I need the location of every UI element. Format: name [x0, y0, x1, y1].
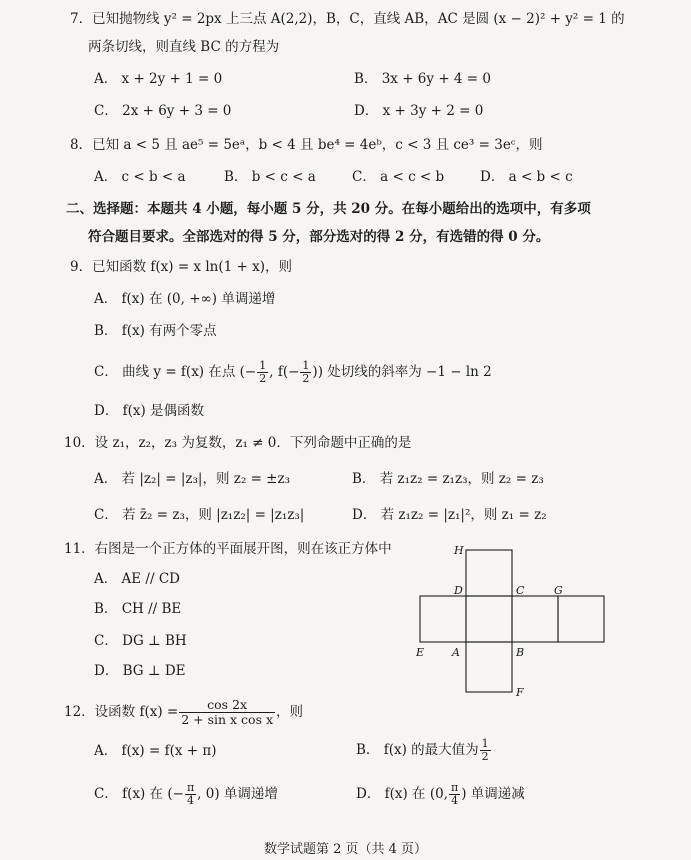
q11-stem: 11．右图是一个正方体的平面展开图，则在该正方体中 [64, 541, 392, 557]
net-square-center [466, 596, 512, 642]
q12-option-c [94, 782, 278, 807]
q8-option-c: C． a < c < b [352, 169, 445, 185]
q10-option-a: A． 若 |z₂| = |z₃|，则 z₂ = ±z₃ [94, 471, 291, 487]
fraction-denominator: 4 [187, 794, 195, 807]
q7-option-b: B． 3x + 6y + 4 = 0 [354, 71, 491, 87]
q10-option-d: D． 若 z₁z₂ = |z₁|²，则 z₁ = z₂ [352, 507, 547, 523]
q12-option-b [356, 738, 492, 763]
q10-option-b: B． 若 z₁z₂ = z₁z₃，则 z₂ = z₃ [352, 471, 544, 487]
label-a: A [452, 646, 460, 659]
label-g: G [554, 584, 563, 597]
q9-option-a: A． f(x) 在 (0, +∞) 单调递增 [94, 291, 276, 307]
page-footer: 数学试题第 2 页（共 4 页） [263, 842, 428, 857]
q12-option-d-post: ) 单调递减 [461, 786, 525, 802]
label-f: F [516, 686, 524, 699]
label-e: E [416, 646, 425, 659]
label-h: H [454, 544, 464, 557]
fraction-numerator: 1 [302, 359, 310, 372]
q7-option-c: C． 2x + 6y + 3 = 0 [94, 103, 232, 119]
q10-stem: 10．设 z₁，z₂，z₃ 为复数，z₁ ≠ 0．下列命题中正确的是 [64, 435, 412, 451]
net-square-top [466, 550, 512, 596]
net-square-bottom [466, 642, 512, 692]
q9-option-c-post: )) 处切线的斜率为 −1 − ln 2 [312, 364, 492, 380]
q10-option-c: C． 若 z̄₂ = z₃，则 |z₁z₂| = |z₁z₃| [94, 507, 305, 523]
q9-option-c-fraction2 [300, 360, 311, 385]
q12-option-d [356, 782, 525, 807]
q12-option-d-fraction [449, 782, 460, 807]
q7-stem-line2: 两条切线，则直线 BC 的方程为 [88, 39, 280, 55]
q12-option-d-pre: D． f(x) 在 (0, [356, 786, 448, 802]
q12-option-b-fraction [480, 738, 491, 763]
net-square-right [512, 596, 558, 642]
fraction-numerator: π [186, 781, 195, 794]
q12-stem-pre: 12．设函数 f(x) = [64, 704, 179, 720]
q11-option-a: A． AE // CD [94, 571, 180, 587]
q12-option-c-post: , 0) 单调递增 [197, 786, 278, 802]
q12-stem-fraction [179, 698, 275, 727]
q9-option-c-pre: C． 曲线 y = f(x) 在点 (− [94, 364, 257, 380]
section2-line2: 符合题目要求。全部选对的得 5 分，部分选对的得 2 分，有选错的得 0 分。 [88, 229, 550, 245]
q8-option-b: B． b < c < a [224, 169, 316, 185]
q8-stem: 8．已知 a < 5 且 ae⁵ = 5eᵃ，b < 4 且 be⁴ = 4eᵇ，c < 3 且 ce³ = 3eᶜ，则 [70, 137, 543, 153]
q12-option-c-fraction [185, 782, 196, 807]
q9-option-c-fraction1 [257, 360, 268, 385]
section2-line1: 二、选择题：本题共 4 小题，每小题 5 分，共 20 分。在每小题给出的选项中，有多项 [66, 201, 591, 217]
net-square-far-right [558, 596, 604, 642]
fraction-denominator: 2 [481, 750, 489, 763]
fraction-numerator: cos 2x [179, 698, 275, 713]
q9-stem: 9．已知函数 f(x) = x ln(1 + x)，则 [70, 259, 292, 275]
net-square-left [420, 596, 466, 642]
q7-stem-line1: 7．已知抛物线 y² = 2px 上三点 A(2,2)，B，C，直线 AB，AC 是圆 (x − 2)² + y² = 1 的 [70, 11, 625, 27]
q7-option-a: A． x + 2y + 1 = 0 [94, 71, 223, 87]
cube-net-diagram [410, 540, 610, 700]
q12-stem [64, 698, 303, 727]
q7-option-d: D． x + 3y + 2 = 0 [354, 103, 484, 119]
fraction-denominator: 4 [451, 794, 459, 807]
label-c: C [516, 584, 525, 597]
label-b: B [516, 646, 525, 659]
q9-option-c-mid: , f(− [269, 364, 300, 380]
fraction-denominator: 2 [302, 372, 310, 385]
fraction-numerator: 1 [481, 737, 489, 750]
q12-option-c-pre: C． f(x) 在 (− [94, 786, 184, 802]
q12-stem-post: ，则 [276, 704, 304, 720]
q9-option-b: B． f(x) 有两个零点 [94, 323, 217, 339]
label-d: D [454, 584, 463, 597]
q9-option-c [94, 360, 492, 385]
q12-option-b-pre: B． f(x) 的最大值为 [356, 742, 479, 758]
q11-option-b: B． CH // BE [94, 601, 182, 617]
q11-option-d: D． BG ⊥ DE [94, 663, 186, 679]
q9-option-d: D． f(x) 是偶函数 [94, 403, 205, 419]
q12-option-a: A． f(x) = f(x + π) [94, 743, 217, 759]
q8-option-d: D． a < b < c [480, 169, 573, 185]
fraction-denominator: 2 [259, 372, 267, 385]
q11-option-c: C． DG ⊥ BH [94, 633, 187, 649]
fraction-denominator: 2 + sin x cos x [181, 712, 274, 727]
fraction-numerator: 1 [259, 359, 267, 372]
fraction-numerator: π [451, 781, 459, 794]
q8-option-a: A． c < b < a [94, 169, 186, 185]
